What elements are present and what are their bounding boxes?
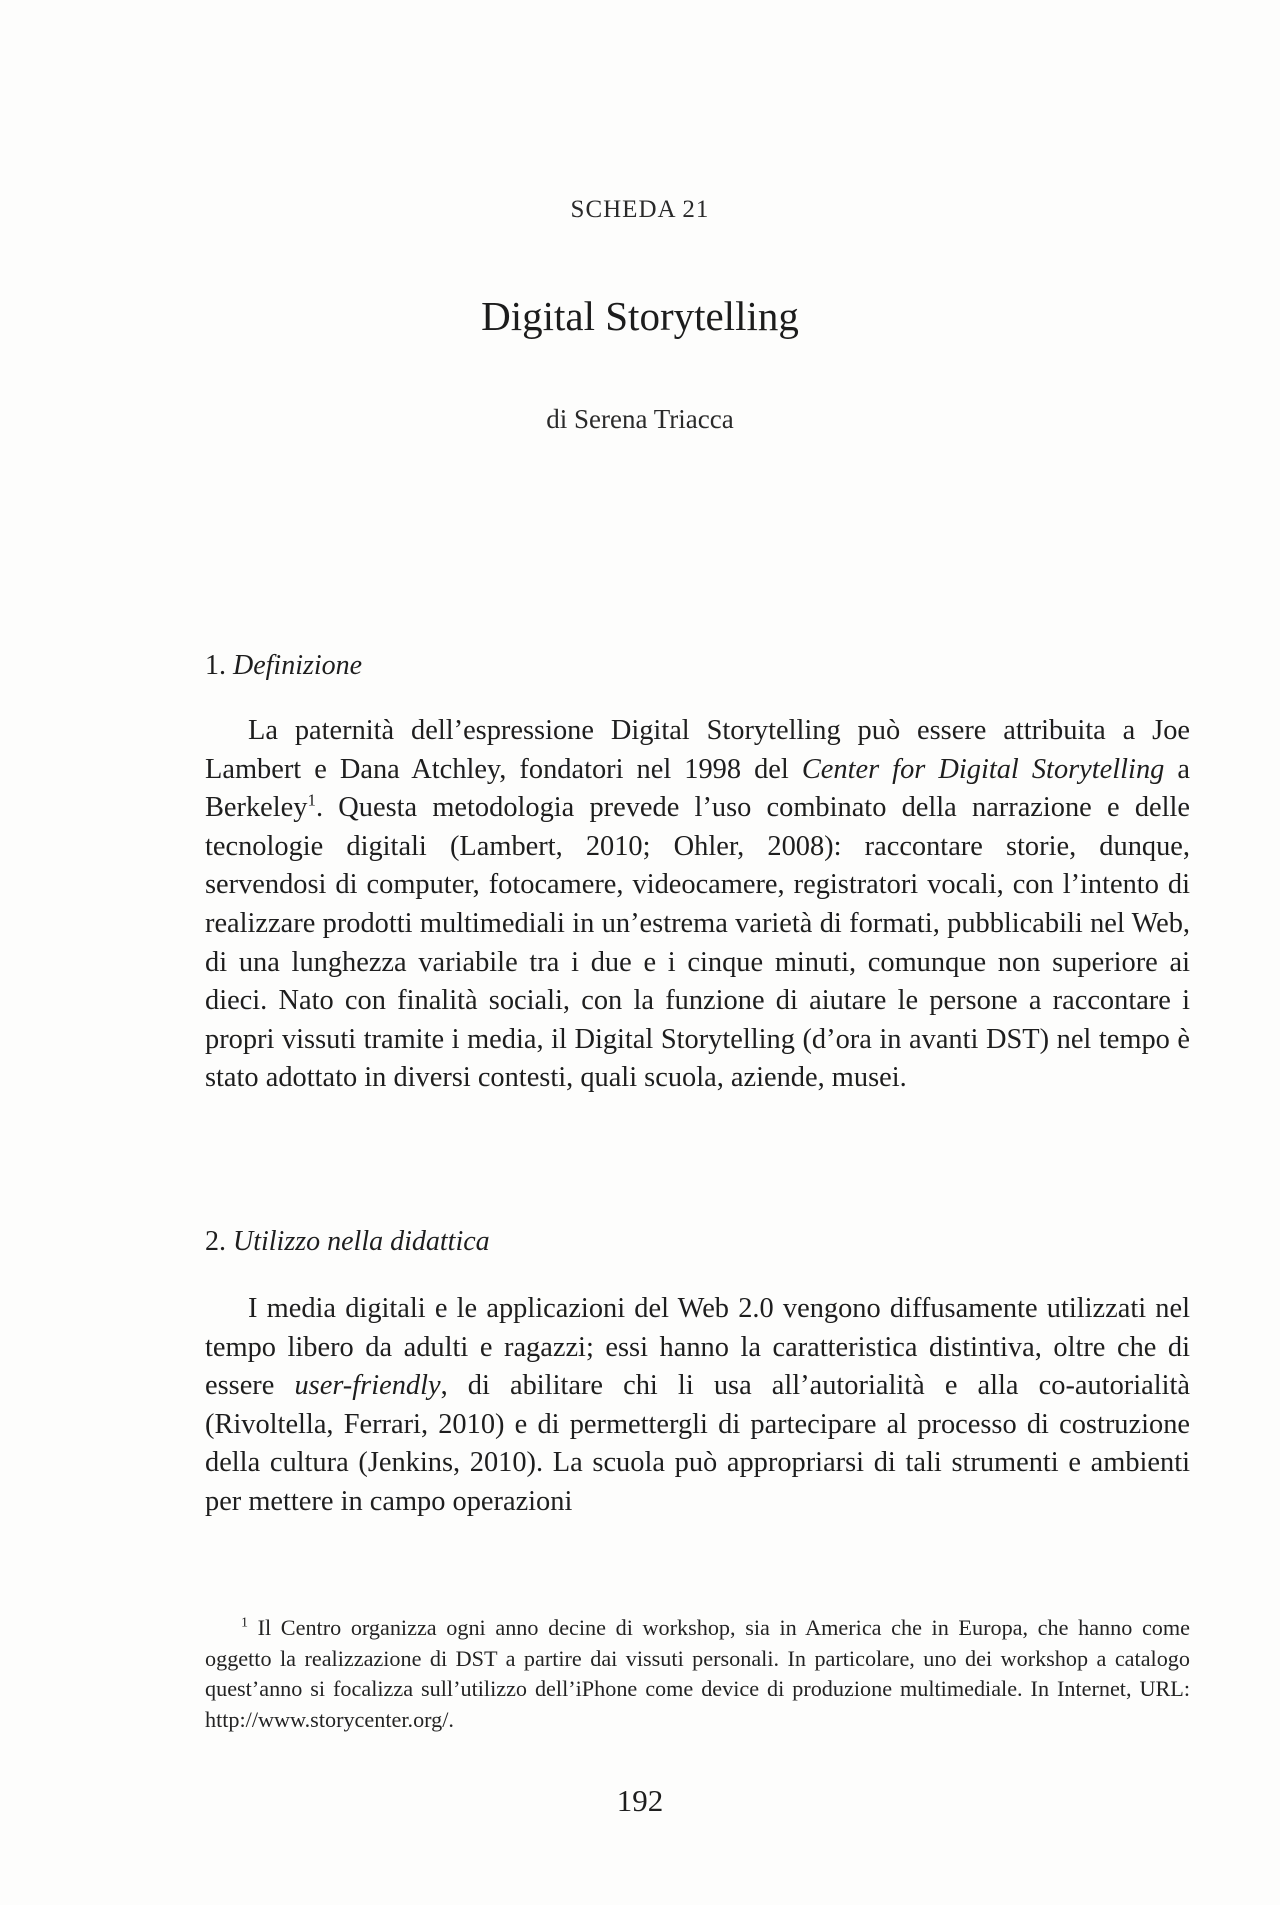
section-heading-utilizzo: [205, 1226, 490, 1258]
paragraph-text: , di abilitare chi li usa all’autorialità e alla co-autorialità (Rivoltella, Ferrari, 2010) e di permettergli di partecipare al processo di costruzione della cultura (Jenkins, 2010). La scuola può appropriarsi di tali strumenti e ambienti per mettere in campo operazioni: [205, 1370, 1190, 1517]
paragraph-utilizzo: [205, 1290, 1190, 1522]
paragraph-text: I media digitali e le applicazioni del Web 2.0 vengono diffusamente utilizzati nel tempo libero da adulti e ragazzi; essi hanno la caratteristica distintiva, oltre che di essere: [205, 1293, 1190, 1402]
section-number: 1.: [205, 650, 226, 681]
section-label: SCHEDA 21: [570, 196, 710, 223]
footnote-text: Il Centro organizza ogni anno decine di workshop, sia in America che in Europa, che hanno come oggetto la realizzazione di DST a partire dai vissuti personali. In particolare, uno dei workshop a catalogo quest’anno si focalizza sull’utilizzo dell’iPhone come device di produzione multimediale. In Internet, URL: http://www.storycenter.org/.: [205, 1615, 1190, 1732]
section-heading-definizione: [205, 650, 362, 682]
section-heading-text: Utilizzo nella didattica: [233, 1226, 490, 1257]
footnote-number: 1: [241, 1615, 248, 1631]
paragraph-italic-text: Center for Digital Storytelling: [801, 753, 1165, 785]
footnote-reference[interactable]: 1: [307, 790, 316, 810]
page-title: Digital Storytelling: [481, 293, 799, 339]
footnote: [205, 1613, 1190, 1735]
section-number: 2.: [205, 1226, 226, 1257]
paragraph-text: a Berkeley: [205, 753, 1190, 824]
author-line: di Serena Triacca: [546, 404, 734, 434]
section-heading-text: Definizione: [233, 650, 363, 681]
page-number: 192: [616, 1783, 664, 1818]
paragraph-text: . Questa metodologia prevede l’uso combinato della narrazione e delle tecnologie digitali (Lambert, 2010; Ohler, 2008): raccontare storie, dunque, servendosi di computer, fotocamere, videocamere, registratori vocali, con l’intento di realizzare prodotti multimediali in un’estrema varietà di formati, pubblicabili nel Web, di una lunghezza variabile tra i due e i cinque minuti, comunque non superiore ai dieci. Nato con finalità sociali, con la funzione di aiutare le persone a raccontare i propri vissuti tramite i media, il Digital Storytelling (d’ora in avanti DST) nel tempo è stato adottato in diversi contesti, quali scuola, aziende, musei.: [205, 792, 1190, 1094]
paragraph-definizione: [205, 712, 1190, 1098]
paragraph-italic-text: user-friendly: [294, 1370, 441, 1402]
paragraph-text: La paternità dell’espressione Digital Storytelling può essere attribuita a Joe Lambert e Dana Atchley, fondatori nel 1998 del: [205, 715, 1190, 785]
